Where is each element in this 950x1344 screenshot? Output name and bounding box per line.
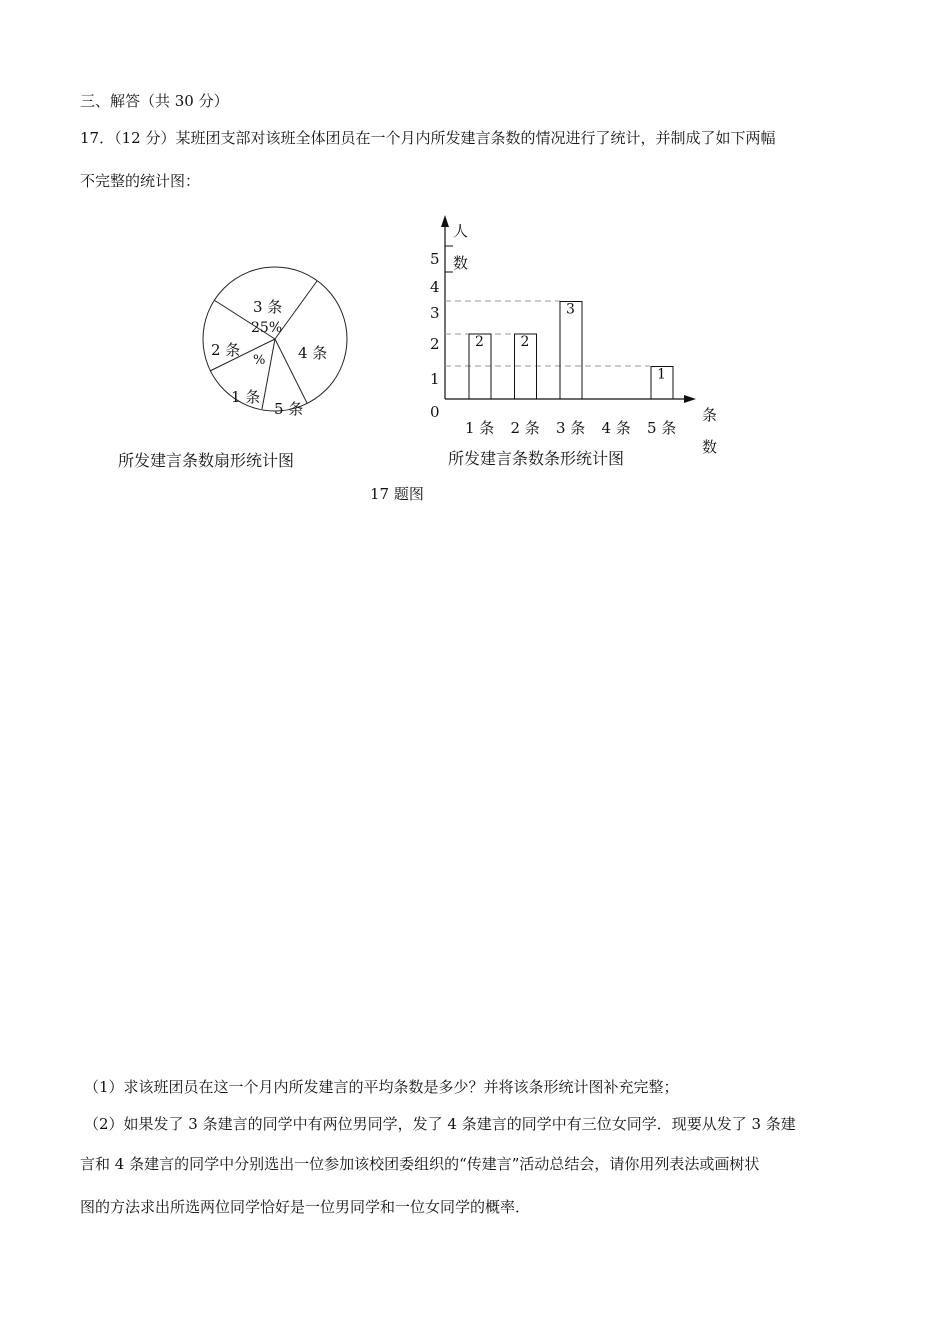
question-17-part2-line1: （2）如果发了 3 条建言的同学中有两位男同学，发了 4 条建言的同学中有三位女同学．现要从发了 3 条建 xyxy=(84,1115,796,1133)
pie-divider-5-1 xyxy=(262,339,275,409)
pie-label-3-pct: 25% xyxy=(251,320,283,336)
pie-label-3: 3 条 xyxy=(253,298,283,316)
x-tick-label-5: 5 条 xyxy=(647,419,677,437)
y-tick-label-2: 2 xyxy=(430,335,440,353)
pie-label-2: 2 条 xyxy=(211,341,241,359)
y-tick-label-5: 5 xyxy=(430,250,440,268)
question-17-text-line2: 不完整的统计图： xyxy=(80,172,201,190)
x-axis-label-char1: 条 xyxy=(702,406,718,424)
bar-chart xyxy=(430,215,717,456)
pie-label-2-pct: % xyxy=(253,353,266,368)
y-tick-label-0: 0 xyxy=(430,403,440,421)
bar-chart-title: 所发建言条数条形统计图 xyxy=(448,449,625,468)
y-tick-label-4: 4 xyxy=(430,278,440,296)
x-tick-label-1: 1 条 xyxy=(465,419,495,437)
y-axis-label-char2: 数 xyxy=(453,254,469,272)
pie-label-1: 1 条 xyxy=(231,388,261,406)
x-tick-label-4: 4 条 xyxy=(601,419,631,437)
x-tick-label-3: 3 条 xyxy=(556,419,586,437)
section-heading: 三、解答（共 30 分） xyxy=(80,92,229,110)
question-17-part2-line2: 言和 4 条建言的同学中分别选出一位参加该校团委组织的“传建言”活动总结会，请你用列表法或画树状 xyxy=(80,1155,760,1173)
question-17-text-line1: 17．（12 分）某班团支部对该班全体团员在一个月内所发建言条数的情况进行了统计，并制成了如下两幅 xyxy=(80,129,776,147)
bar-value-label-2: 2 xyxy=(520,334,530,350)
question-17-figure xyxy=(0,0,950,520)
pie-chart-title: 所发建言条数扇形统计图 xyxy=(118,451,295,470)
question-17-part1: （1）求该班团员在这一个月内所发建言的平均条数是多少？并将该条形统计图补充完整； xyxy=(84,1078,679,1096)
pie-label-4: 4 条 xyxy=(298,344,328,362)
bar-value-label-1: 2 xyxy=(475,334,484,350)
bar-value-label-3: 3 xyxy=(566,301,575,318)
figure-caption: 17 题图 xyxy=(370,485,424,503)
y-axis-arrow-icon xyxy=(441,215,449,227)
x-axis-label-char2: 数 xyxy=(702,438,718,456)
question-17-part2-line3: 图的方法求出所选两位同学恰好是一位男同学和一位女同学的概率． xyxy=(80,1198,531,1216)
pie-chart xyxy=(203,267,347,418)
bar-value-label-5: 1 xyxy=(657,366,666,383)
y-tick-label-3: 3 xyxy=(430,304,440,322)
y-axis-label-char1: 人 xyxy=(453,222,469,240)
pie-label-5: 5 条 xyxy=(274,400,304,418)
x-tick-label-2: 2 条 xyxy=(510,419,540,437)
x-axis-arrow-icon xyxy=(684,395,696,403)
y-tick-label-1: 1 xyxy=(430,370,440,388)
